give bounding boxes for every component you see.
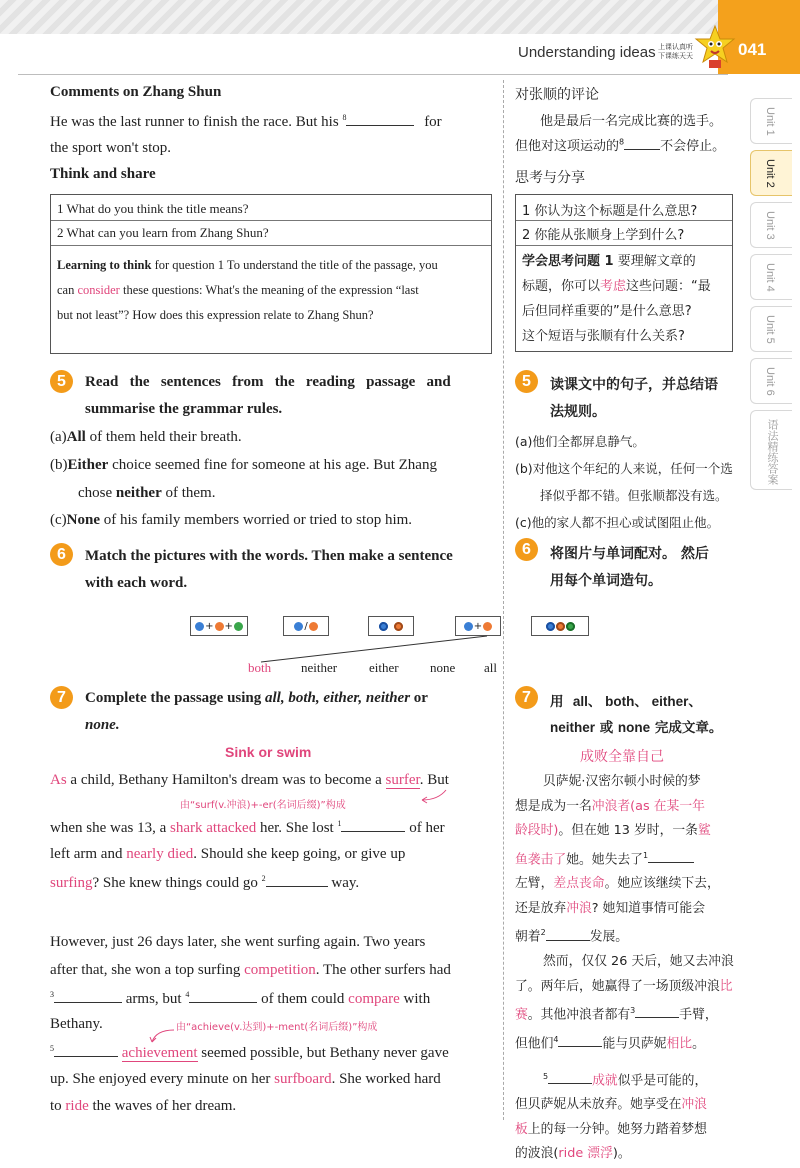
blank-4[interactable] [189, 989, 257, 1003]
zh-think-box [515, 194, 733, 352]
text: of them held their breath. [89, 429, 242, 445]
text: 但他对这项运动的 [515, 139, 620, 154]
p1-line-3 [50, 846, 405, 863]
p1-line-4 [50, 873, 359, 892]
task-5-title-2: summarise the grammar rules. [85, 401, 283, 417]
label: (a) [50, 429, 67, 445]
p2-line-5 [50, 1043, 449, 1062]
text: 标题，你可以 [522, 279, 601, 294]
tab-label: Unit 1 [764, 107, 776, 136]
picture-none[interactable] [531, 616, 589, 636]
header-stripe [0, 0, 720, 34]
word-all[interactable]: all [484, 660, 497, 675]
text: these questions: What's the meaning of the expression “last [122, 283, 419, 297]
tab-grammar-answers[interactable] [750, 410, 792, 490]
label: (c) [50, 512, 67, 528]
text: 。她应该继续下去， [604, 876, 720, 892]
p2-line-6 [50, 1071, 441, 1088]
text: of them. [165, 485, 216, 501]
text: left arm and [50, 846, 123, 862]
blank-number: 2 [261, 874, 266, 883]
blank-1-zh[interactable] [648, 849, 694, 863]
text: 手臂， [679, 1007, 718, 1023]
picture-all[interactable]: + + [190, 616, 248, 636]
keywords: all、 both、 either、 [572, 694, 702, 709]
think-q2: 2 What can you learn from Zhang Shun? [57, 225, 269, 240]
text: chose [78, 485, 113, 501]
tab-label: Unit 2 [764, 159, 776, 188]
p2-line-1: However, just 26 days later, she went surfing again. Two years [50, 934, 426, 950]
task-7-zh-title-1 [550, 690, 702, 710]
keyword: neither [115, 485, 162, 501]
keyword: compare [348, 991, 400, 1007]
keyword: achievement [121, 1045, 198, 1061]
keyword: 考虑 [600, 279, 627, 294]
blank-number: 5 [50, 1044, 54, 1053]
tab-label: Unit 5 [764, 315, 776, 344]
blank-5-zh[interactable] [548, 1070, 592, 1084]
blank-5[interactable] [54, 1043, 118, 1057]
text: 但贝萨妮从未放弃。她享受在 [515, 1097, 682, 1113]
keyword: ride [65, 1098, 89, 1114]
text: 要理解文章的 [617, 254, 696, 269]
text: . Should she keep going, or give up [193, 846, 406, 862]
keyword: ride 漂浮 [558, 1146, 613, 1162]
task-5-number-zh: 5 [515, 370, 538, 393]
header-title: Understanding ideas [518, 44, 656, 61]
text: for question 1 To understand the title of the passage, you [154, 258, 438, 272]
note-arrow-icon [420, 788, 450, 804]
blank-3-zh[interactable] [635, 1004, 679, 1018]
keyword: nearly died [126, 846, 194, 862]
text: or [413, 690, 428, 706]
header-rule [18, 74, 728, 75]
line: 择似乎都不错。但张顺都没有选。 [540, 488, 728, 503]
text: He was the last runner to finish the race. But his [50, 114, 339, 130]
word-note-surfer: 由“surf(v.冲浪)+-er(名词后缀)”构成 [180, 800, 346, 811]
p2-line-3 [50, 989, 430, 1008]
line: 将图片与单词配对。 然后 [550, 546, 709, 562]
blank-number: 8 [342, 113, 347, 122]
keyword: neither [550, 720, 596, 735]
text: . The other surfers had [315, 962, 451, 978]
keyword: competition [244, 962, 316, 978]
task-5-c [50, 512, 412, 529]
text: to [50, 1098, 62, 1114]
zh-passage-title: 成败全靠自己 [580, 749, 664, 765]
label: 学会思考问题 1 [522, 254, 614, 269]
keyword: 龄段时) [515, 823, 559, 838]
line: 法规则。 [550, 404, 606, 420]
text: 朝着 [515, 929, 541, 945]
blank-number: 8 [619, 137, 625, 147]
text: 这个短语与张顺有什么关系? [522, 329, 685, 344]
text: of his family members worried or tried to stop him. [103, 512, 413, 528]
text: 这些问题：“最 [626, 279, 711, 294]
text: 的波浪( [515, 1146, 559, 1162]
keyword: shark attacked [169, 820, 257, 836]
zh-comments-heading: 对张顺的评论 [515, 87, 599, 103]
zh-think-heading: 思考与分享 [515, 170, 585, 186]
p2-line-7 [50, 1098, 236, 1115]
text: seemed possible, but Bethany never gave [201, 1045, 449, 1061]
p2-line-2 [50, 962, 451, 979]
text: 还是放弃 [515, 900, 567, 916]
text: 左臂， [515, 876, 554, 892]
text: 发展。 [589, 929, 629, 945]
divider [516, 220, 732, 221]
think-q1: 1 What do you think the title means? [57, 201, 249, 216]
keyword: 成就 [592, 1072, 618, 1088]
text: ? 她知道事情可能会 [591, 900, 706, 916]
word-none[interactable]: none [430, 660, 456, 675]
picture-either[interactable]: / [283, 616, 329, 636]
blank-4-zh[interactable] [558, 1033, 602, 1047]
text: 后但同样重要的”是什么意思? [522, 304, 692, 319]
text: 似乎是可能的， [617, 1072, 708, 1088]
text: 能与贝萨妮 [602, 1036, 667, 1052]
keyword: As [50, 772, 67, 788]
task-7-number-zh: 7 [515, 686, 538, 709]
word-note-achievement: 由“achieve(v.达到)+-ment(名词后缀)”构成 [176, 1022, 378, 1033]
line: 读课文中的句子，并总结语 [550, 377, 718, 393]
text: the waves of her dream. [92, 1098, 237, 1114]
text: a child, Bethany Hamilton's dream was to become a [70, 772, 382, 788]
text: 。 [692, 1036, 705, 1052]
tab-unit-3[interactable] [750, 202, 792, 248]
blank-number: 1 [337, 819, 342, 828]
tab-label: Unit 3 [764, 211, 776, 240]
line: 然而，仅仅 26 天后，她又去冲浪 [543, 954, 734, 970]
text: of them could [261, 991, 345, 1007]
text: 她。她失去了 [566, 851, 643, 867]
zh-q2: 2 你能从张顺身上学到什么? [522, 228, 685, 243]
task-5-b [50, 457, 437, 474]
label: (b) [50, 457, 68, 473]
text: Complete the passage using [85, 690, 262, 706]
slogan-line-2: 下课练天天 [658, 52, 693, 60]
divider [51, 220, 491, 221]
line: 用每个单词造句。 [550, 573, 662, 589]
keyword: 差点丧命 [553, 876, 605, 892]
blank-number: 2 [540, 928, 546, 938]
blank-number: 4 [185, 990, 190, 999]
divider [516, 245, 732, 246]
keyword: 冲浪者(as 在某一年 [591, 798, 705, 814]
comments-line-2: the sport won't stop. [50, 140, 172, 156]
keyword: surfing [50, 875, 93, 891]
task-5-title-1: Read the sentences from the reading passage and [85, 374, 451, 390]
zh-comments-1: 他是最后一名完成比赛的选手。 [540, 114, 723, 129]
text: her. She lost [259, 820, 334, 836]
picture-both[interactable]: + [455, 616, 501, 636]
keyword: 板 [515, 1121, 528, 1137]
task-5-zh-title [550, 372, 718, 426]
task-5-b-cont [78, 485, 215, 502]
line: 贝萨妮·汉密尔顿小时候的梦 [543, 774, 701, 789]
tab-unit-6[interactable] [750, 358, 792, 404]
p1-line-1 [50, 772, 449, 789]
blank-number: 5 [543, 1071, 549, 1081]
task-6-title-2: with each word. [85, 575, 188, 591]
zh-comments-2 [515, 135, 725, 154]
keyword: Either [67, 457, 109, 473]
keyword: none [617, 720, 651, 735]
text: . She worked hard [331, 1071, 441, 1087]
blank-number: 4 [553, 1034, 559, 1044]
p1-line-2 [50, 818, 445, 837]
task-6-zh-title [550, 541, 709, 595]
tab-unit-2[interactable] [750, 150, 792, 196]
text: when she was 13, a [50, 820, 167, 836]
word-neither[interactable]: neither [301, 660, 338, 675]
comments-heading: Comments on Zhang Shun [50, 84, 222, 100]
tab-label: Unit 4 [764, 263, 776, 292]
text: 或 [599, 720, 614, 736]
task-5-a [50, 429, 242, 446]
text: 用 [550, 694, 564, 710]
line: (b)对他这个年纪的人来说，任何一个选 [515, 461, 733, 476]
label: Learning to think [57, 258, 152, 272]
comments-line-1 [50, 112, 442, 131]
zh-learning [522, 249, 732, 349]
think-heading: Think and share [50, 166, 156, 182]
slogan-line-1: 上课认真听 [658, 43, 693, 51]
keyword: 冲浪 [681, 1097, 707, 1113]
text: 。其他冲浪者都有 [527, 1007, 631, 1023]
blank-number: 3 [50, 990, 54, 999]
text: 不会停止。 [660, 139, 726, 154]
blank-8[interactable] [346, 112, 414, 126]
blank-number: 3 [630, 1006, 636, 1016]
keyword: All [66, 429, 86, 445]
keyword: surfer [385, 772, 420, 788]
text: with [403, 991, 431, 1007]
passage-title: Sink or swim [225, 744, 312, 760]
text: 了。两年后，她赢得了一场顶级冲浪 [515, 978, 720, 994]
text: after that, she won a top surfing [50, 962, 241, 978]
blank-number: 1 [642, 850, 649, 860]
keyword: 比 [719, 978, 733, 994]
word-both[interactable]: both [248, 660, 272, 675]
task-7-title-1 [85, 690, 428, 707]
text: choice seemed fine for someone at his age. But Zhang [112, 457, 437, 473]
star-mascot-icon [694, 24, 736, 70]
tab-label: 语法精练答案 [766, 419, 779, 485]
line: (c)他的家人都不担心或试图阻止他。 [515, 515, 720, 530]
tab-unit-4[interactable] [750, 254, 792, 300]
word-either[interactable]: either [369, 660, 399, 675]
text: 上的每一分钟。她努力踏着梦想 [527, 1121, 707, 1137]
picture-neither[interactable] [368, 616, 414, 636]
keyword: 鱼袭击了 [515, 851, 567, 867]
tab-unit-5[interactable] [750, 306, 792, 352]
column-divider [503, 80, 504, 1120]
text: arms, but [125, 991, 182, 1007]
blank-1[interactable] [341, 818, 405, 832]
blank-3[interactable] [54, 989, 122, 1003]
learning-to-think [57, 253, 489, 328]
keyword: 相比 [666, 1036, 693, 1052]
tab-unit-1[interactable] [750, 98, 792, 144]
zh-q1: 1 你认为这个标题是什么意思? [522, 204, 698, 219]
text: but not least”? How does this expression relate to Zhang Shun? [57, 308, 374, 322]
blank-8-zh[interactable] [624, 136, 660, 150]
task-7-title-2: none. [85, 717, 120, 733]
blank-2-zh[interactable] [546, 927, 590, 941]
keyword: 赛 [515, 1007, 528, 1023]
task-7-zh-title-2 [550, 716, 722, 736]
text: 但他们 [515, 1036, 554, 1052]
keyword: surfboard [274, 1071, 332, 1087]
tab-label: Unit 6 [764, 367, 776, 396]
text: 完成文章。 [654, 720, 723, 736]
keyword: None [66, 512, 100, 528]
keyword: consider [77, 283, 120, 297]
text: ? She knew things could go [92, 875, 258, 891]
p2-line-4: Bethany. [50, 1016, 103, 1032]
keyword: 鲨 [697, 823, 711, 838]
zh-passage [515, 770, 737, 1167]
task-6-title-1: Match the pictures with the words. Then make a sentence [85, 548, 453, 564]
text: for [424, 114, 442, 130]
keywords: all, both, either, neither [265, 690, 411, 706]
text: 想是成为一名 [515, 798, 592, 814]
page-number: 041 [738, 40, 767, 59]
line: (a)他们全都屏息静气。 [515, 434, 645, 449]
text: of her [409, 820, 445, 836]
task-5-number: 5 [50, 370, 73, 393]
blank-2[interactable] [266, 873, 328, 887]
task-6-number: 6 [50, 543, 73, 566]
think-box [50, 194, 492, 354]
text: 。但在她 13 岁时，一条 [558, 823, 698, 838]
text: up. She enjoyed every minute on her [50, 1071, 271, 1087]
task-7-number: 7 [50, 686, 73, 709]
keyword: 冲浪 [566, 900, 592, 916]
text: can [57, 283, 75, 297]
task-6-number-zh: 6 [515, 538, 538, 561]
divider [51, 245, 491, 246]
task-5-zh-sentences [515, 428, 733, 536]
text: way. [331, 875, 360, 891]
text: . But [419, 772, 449, 788]
text: )。 [612, 1146, 631, 1162]
